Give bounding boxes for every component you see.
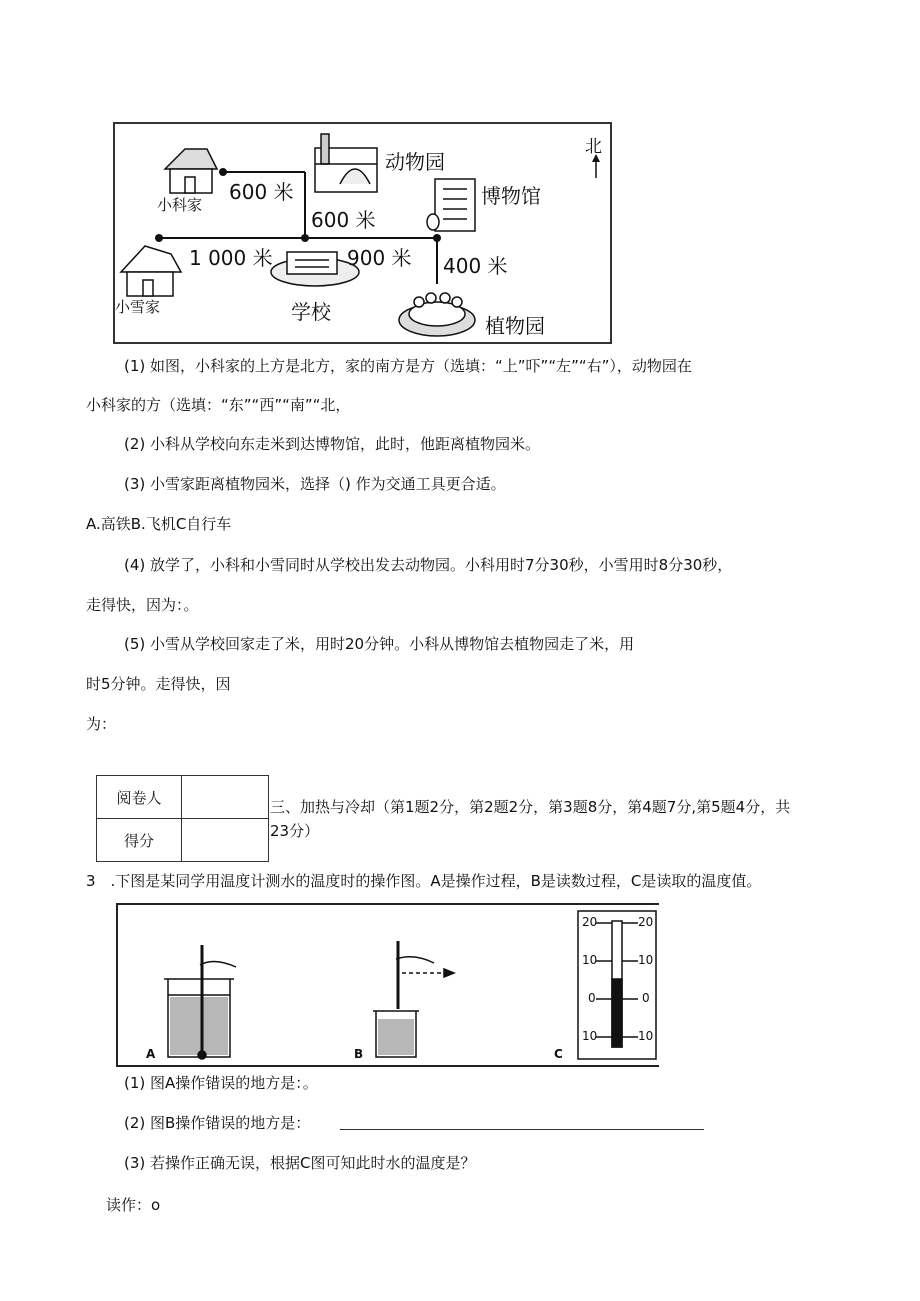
map-figure [113,122,612,344]
scale-tick-minus10-right: 10 [638,1029,654,1043]
question-5-line-2: 时5分钟。走得快，因 [86,675,231,693]
house-icon [165,149,217,193]
read-as: 读作：o [106,1196,161,1214]
label-a: A [146,1047,156,1061]
sub-question-2: (2) 图B操作错误的地方是： [124,1114,311,1132]
scale-tick-0-left: 0 [588,991,596,1005]
xiaoke-home-label: 小科家 [157,196,203,214]
score-label: 得分 [97,819,182,862]
distance-zoo-school: 600 米 [311,208,376,232]
question-3: (3) 小雪家距离植物园米，选择（) 作为交通工具更合适。 [124,475,506,493]
question-intro: 3 .下图是某同学用温度计测水的温度时的操作图。A是操作过程，B是读数过程，C是读取的温度值。 [86,872,762,890]
house-icon [121,246,181,296]
section-title-line-2: 23分） [270,822,320,840]
answer-line [340,1129,704,1130]
section-title-line-1: 三、加热与冷却（第1题2分，第2题2分，第3题8分，第4题7分,第5题4分，共 [270,798,791,816]
scale-tick-20-right: 20 [638,915,654,929]
xiaoxue-home-label: 小雪家 [115,298,161,316]
thermometer-figure [116,903,659,1067]
sub-question-1: (1) 图A操作错误的地方是：。 [124,1074,318,1092]
lab-drawing [118,905,659,1065]
distance-museum-botanical: 400 米 [443,254,508,278]
question-3-options: A.高铁B.飞机C自行车 [86,515,232,533]
distance-xue-school: 1 000 米 [189,246,273,270]
school-icon [271,252,359,286]
question-5-line-3: 为： [86,715,117,733]
score-table [96,775,269,862]
label-b: B [354,1047,364,1061]
scale-tick-0-right: 0 [642,991,650,1005]
zoo-label: 动物园 [385,150,445,174]
scale-tick-20-left: 20 [582,915,598,929]
score-cell [182,819,269,862]
museum-label: 博物馆 [481,184,541,208]
scale-tick-minus10-left: 10 [582,1029,598,1043]
zoo-icon [315,134,377,192]
botanical-garden-icon [399,293,475,336]
grader-label: 阅卷人 [97,776,182,819]
question-1-line-2: 小科家的方（选填：“东”“西”“南”“北， [86,396,351,414]
distance-school-museum: 900 米 [347,246,412,270]
scale-tick-10-right: 10 [638,953,654,967]
distance-home-zoo: 600 米 [229,180,294,204]
question-4-line-1: (4) 放学了，小科和小雪同时从学校出发去动物园。小科用时7分30秒，小雪用时8分30秒， [124,556,733,574]
question-1-line-1: (1) 如图，小科家的上方是北方，家的南方是方（选填：“上”吓”“左”“右”），动物园在 [124,357,692,375]
label-c: C [554,1047,563,1061]
sub-question-3: (3) 若操作正确无误，根据C图可知此时水的温度是？ [124,1154,476,1172]
scale-tick-10-left: 10 [582,953,598,967]
question-5-line-1: (5) 小雪从学校回家走了米，用时20分钟。小科从博物馆去植物园走了米，用 [124,635,635,653]
beaker-b-icon [373,941,454,1057]
botanical-label: 植物园 [485,314,545,338]
school-label: 学校 [291,300,331,324]
beaker-a-icon [164,945,236,1059]
question-2: (2) 小科从学校向东走米到达博物馆，此时，他距离植物园米。 [124,435,541,453]
grader-cell [182,776,269,819]
north-label: 北 [585,137,602,157]
museum-icon [427,179,475,231]
question-4-line-2: 走得快，因为：。 [86,596,199,614]
